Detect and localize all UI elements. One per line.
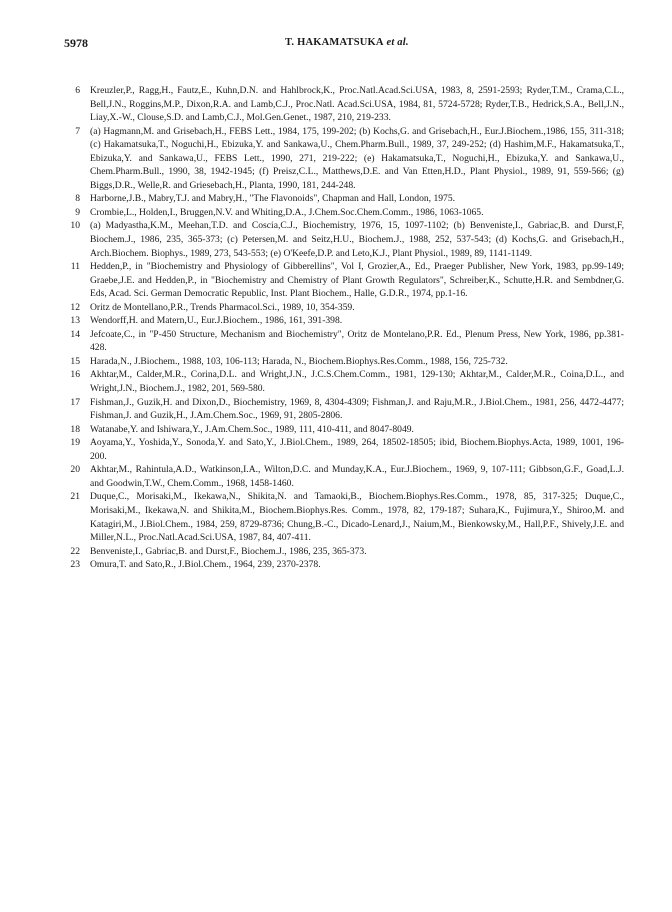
reference-item	[64, 463, 624, 490]
reference-list	[64, 84, 624, 572]
reference-text: Akhtar,M., Calder,M.R., Corina,D.L. and Wright,J.N., J.C.S.Chem.Comm., 1981, 129-130; Akhtar,M., Calder,M.R., Coina,D.L., and Wright,J.N., Biochem.J., 1982, 201, 569-580.	[90, 369, 624, 395]
reference-text: Crombie,L., Holden,I., Bruggen,N.V. and Whiting,D.A., J.Chem.Soc.Chem.Comm., 1986, 1063-1065.	[90, 206, 484, 218]
reference-item	[64, 545, 624, 559]
running-head-author: T. HAKAMATSUKA	[285, 37, 384, 48]
reference-item	[64, 490, 624, 544]
reference-item	[64, 328, 624, 355]
reference-text: Hedden,P., in "Biochemistry and Physiology of Gibberellins", Vol I, Grozier,A., Ed., Praeger Publisher, New York, 1983, pp.99-149; Graebe,J.E. and Hedden,P., in "Biochemistry and Chemistry of Plant Growth Regulators", Schreiber,K., Schutte,H.R. and Sembdner,G. Eds, Acad. Sci. German Democratic Republic, Inst. Plant Biochem., Halle, G.D.R., 1974, pp.1-16.	[90, 261, 624, 300]
reference-item	[64, 396, 624, 423]
reference-number: 15	[70, 355, 80, 367]
reference-text: Akhtar,M., Rahintula,A.D., Watkinson,I.A., Wilton,D.C. and Munday,K.A., Eur.J.Biochem., 1969, 9, 107-111; Gibbson,G.F., Goad,L.J. and Goodwin,T.W., Chem.Comm., 1968, 1458-1460.	[90, 464, 624, 489]
running-head	[285, 37, 409, 48]
reference-item	[64, 260, 624, 301]
reference-text: Benveniste,I., Gabriac,B. and Durst,F., Biochem.J., 1986, 235, 365-373.	[90, 545, 367, 557]
reference-text: Fishman,J., Guzik,H. and Dixon,D., Biochemistry, 1969, 8, 4304-4309; Fishman,J. and Raju,M.R., J.Biol.Chem., 1981, 256, 4472-4477; Fishman,J. and Guzik,H., J.Am.Chem.Soc., 1969, 91, 2805-2806.	[90, 396, 624, 422]
reference-number: 8	[75, 193, 80, 205]
running-head-etal: et al.	[386, 37, 409, 48]
reference-number: 14	[70, 328, 80, 340]
reference-text: Aoyama,Y., Yoshida,Y., Sonoda,Y. and Sato,Y., J.Biol.Chem., 1989, 264, 18502-18505; ibid, Biochem.Biophys.Acta, 1989, 1001, 196-200.	[90, 437, 624, 462]
reference-number: 7	[75, 125, 80, 137]
reference-item	[64, 368, 624, 395]
reference-item	[64, 206, 624, 220]
reference-number: 17	[70, 396, 80, 408]
reference-item	[64, 436, 624, 463]
reference-number: 10	[70, 220, 80, 232]
reference-text: Duque,C., Morisaki,M., Ikekawa,N., Shikita,N. and Tamaoki,B., Biochem.Biophys.Res.Comm., 1978, 85, 317-325; Duque,C., Morisaki,M., Ikekawa,N. and Shikita,M., Biochem.Biophys.Res. Comm., 1978, 82, 179-187; Suhara,K., Fujimura,Y., Shiroo,M. and Katagiri,M., J.Biol.Chem., 1984, 259, 8729-8736; Chung,B.-C., Dicado-Lenard,J., Naium,M., Bienkowsky,M., Hall,P.F., Shively,J.E. and Miller,N.L., Proc.Natl.Acad.Sci.USA, 1987, 84, 407-411.	[90, 491, 624, 544]
reference-text: Wendorff,H. and Matern,U., Eur.J.Biochem., 1986, 161, 391-398.	[90, 315, 343, 327]
reference-text: Kreuzler,P., Ragg,H., Fautz,E., Kuhn,D.N. and Hahlbrock,K., Proc.Natl.Acad.Sci.USA, 1983, 8, 2591-2593; Ryder,T.M., Crama,C.L., Bell,J.N., Roggins,M.P., Dixon,R.A. and Lamb,C.J., Proc.Natl. Acad.Sci.USA, 1984, 81, 5724-5728; Ryder,T.B., Hedrick,S.A., Bell,J.N., Liay,X.-W., Clouse,S.D. and Lamb,C.J., Mol.Gen.Genet., 1987, 210, 219-233.	[90, 85, 624, 124]
reference-item	[64, 219, 624, 260]
reference-number: 20	[70, 464, 80, 476]
reference-item	[64, 314, 624, 328]
reference-number: 19	[70, 437, 80, 449]
reference-text: Oritz de Montellano,P.R., Trends Pharmacol.Sci., 1989, 10, 354-359.	[90, 301, 355, 313]
reference-number: 21	[70, 491, 80, 503]
reference-number: 13	[70, 315, 80, 327]
reference-number: 22	[70, 545, 80, 557]
reference-text: Omura,T. and Sato,R., J.Biol.Chem., 1964, 239, 2370-2378.	[90, 559, 321, 571]
reference-text: Harada,N., J.Biochem., 1988, 103, 106-113; Harada, N., Biochem.Biophys.Res.Comm., 1988, 156, 725-732.	[90, 355, 508, 367]
reference-item	[64, 192, 624, 206]
page-number: 5978	[64, 36, 88, 50]
reference-item	[64, 423, 624, 437]
reference-number: 9	[75, 206, 80, 218]
reference-text: (a) Hagmann,M. and Grisebach,H., FEBS Lett., 1984, 175, 199-202; (b) Kochs,G. and Grisebach,H., Eur.J.Biochem.,1986, 155, 311-318; (c) Hakamatsuka,T., Noguchi,H., Ebizuka,Y. and Sankawa,U., Chem.Pharm.Bull., 1989, 37, 249-252; (d) Hashim,M.F., Hakamatsuka,T., Ebizuka,Y. and Sankawa,U., FEBS Lett., 1990, 271, 219-222; (e) Hakamatsuka,T., Noguchi,H., Ebizuka,Y. and Sankawa,U., Chem.Pharm.Bull., 1990, 38, 1942-1945; (f) Preisz,C.L., Matthews,D.E. and Van Etten,H.D., Plant Physiol., 1989, 91, 559-566; (g) Biggs,D.R., Welle,R. and Griesebach,H., Planta, 1990, 181, 244-248.	[90, 125, 624, 191]
reference-number: 11	[70, 261, 80, 273]
reference-number: 18	[70, 423, 80, 435]
reference-number: 12	[70, 301, 80, 313]
reference-text: Harborne,J.B., Mabry,T.J. and Mabry,H., "The Flavonoids", Chapman and Hall, London, 1975.	[90, 193, 456, 205]
reference-item	[64, 125, 624, 193]
reference-number: 16	[70, 369, 80, 381]
reference-item	[64, 558, 624, 572]
reference-text: Watanabe,Y. and Ishiwara,Y., J.Am.Chem.Soc., 1989, 111, 410-411, and 8047-8049.	[90, 423, 414, 435]
reference-item	[64, 84, 624, 125]
reference-text: Jefcoate,C., in "P-450 Structure, Mechanism and Biochemistry", Oritz de Montelano,P.R. Ed., Plenum Press, New York, 1986, pp.381-428.	[90, 328, 624, 354]
reference-item	[64, 301, 624, 315]
reference-number: 6	[75, 85, 80, 96]
reference-item	[64, 355, 624, 369]
reference-number: 23	[70, 559, 80, 571]
reference-text: (a) Madyastha,K.M., Meehan,T.D. and Coscia,C.J., Biochemistry, 1976, 15, 1097-1102; (b) Benveniste,I., Gabriac,B. and Durst,F, Biochem.J., 1986, 235, 365-373; (c) Petersen,M. and Seitz,H.U., Biochem.J., 1988, 252, 537-543; (d) Kochs,G. and Grisebach,H., Arch.Biochem. Biophys., 1989, 273, 543-553; (e) O'Keefe,D.P. and Leto,K.J., Plant Physiol., 1989, 89, 1141-1149.	[90, 220, 624, 259]
